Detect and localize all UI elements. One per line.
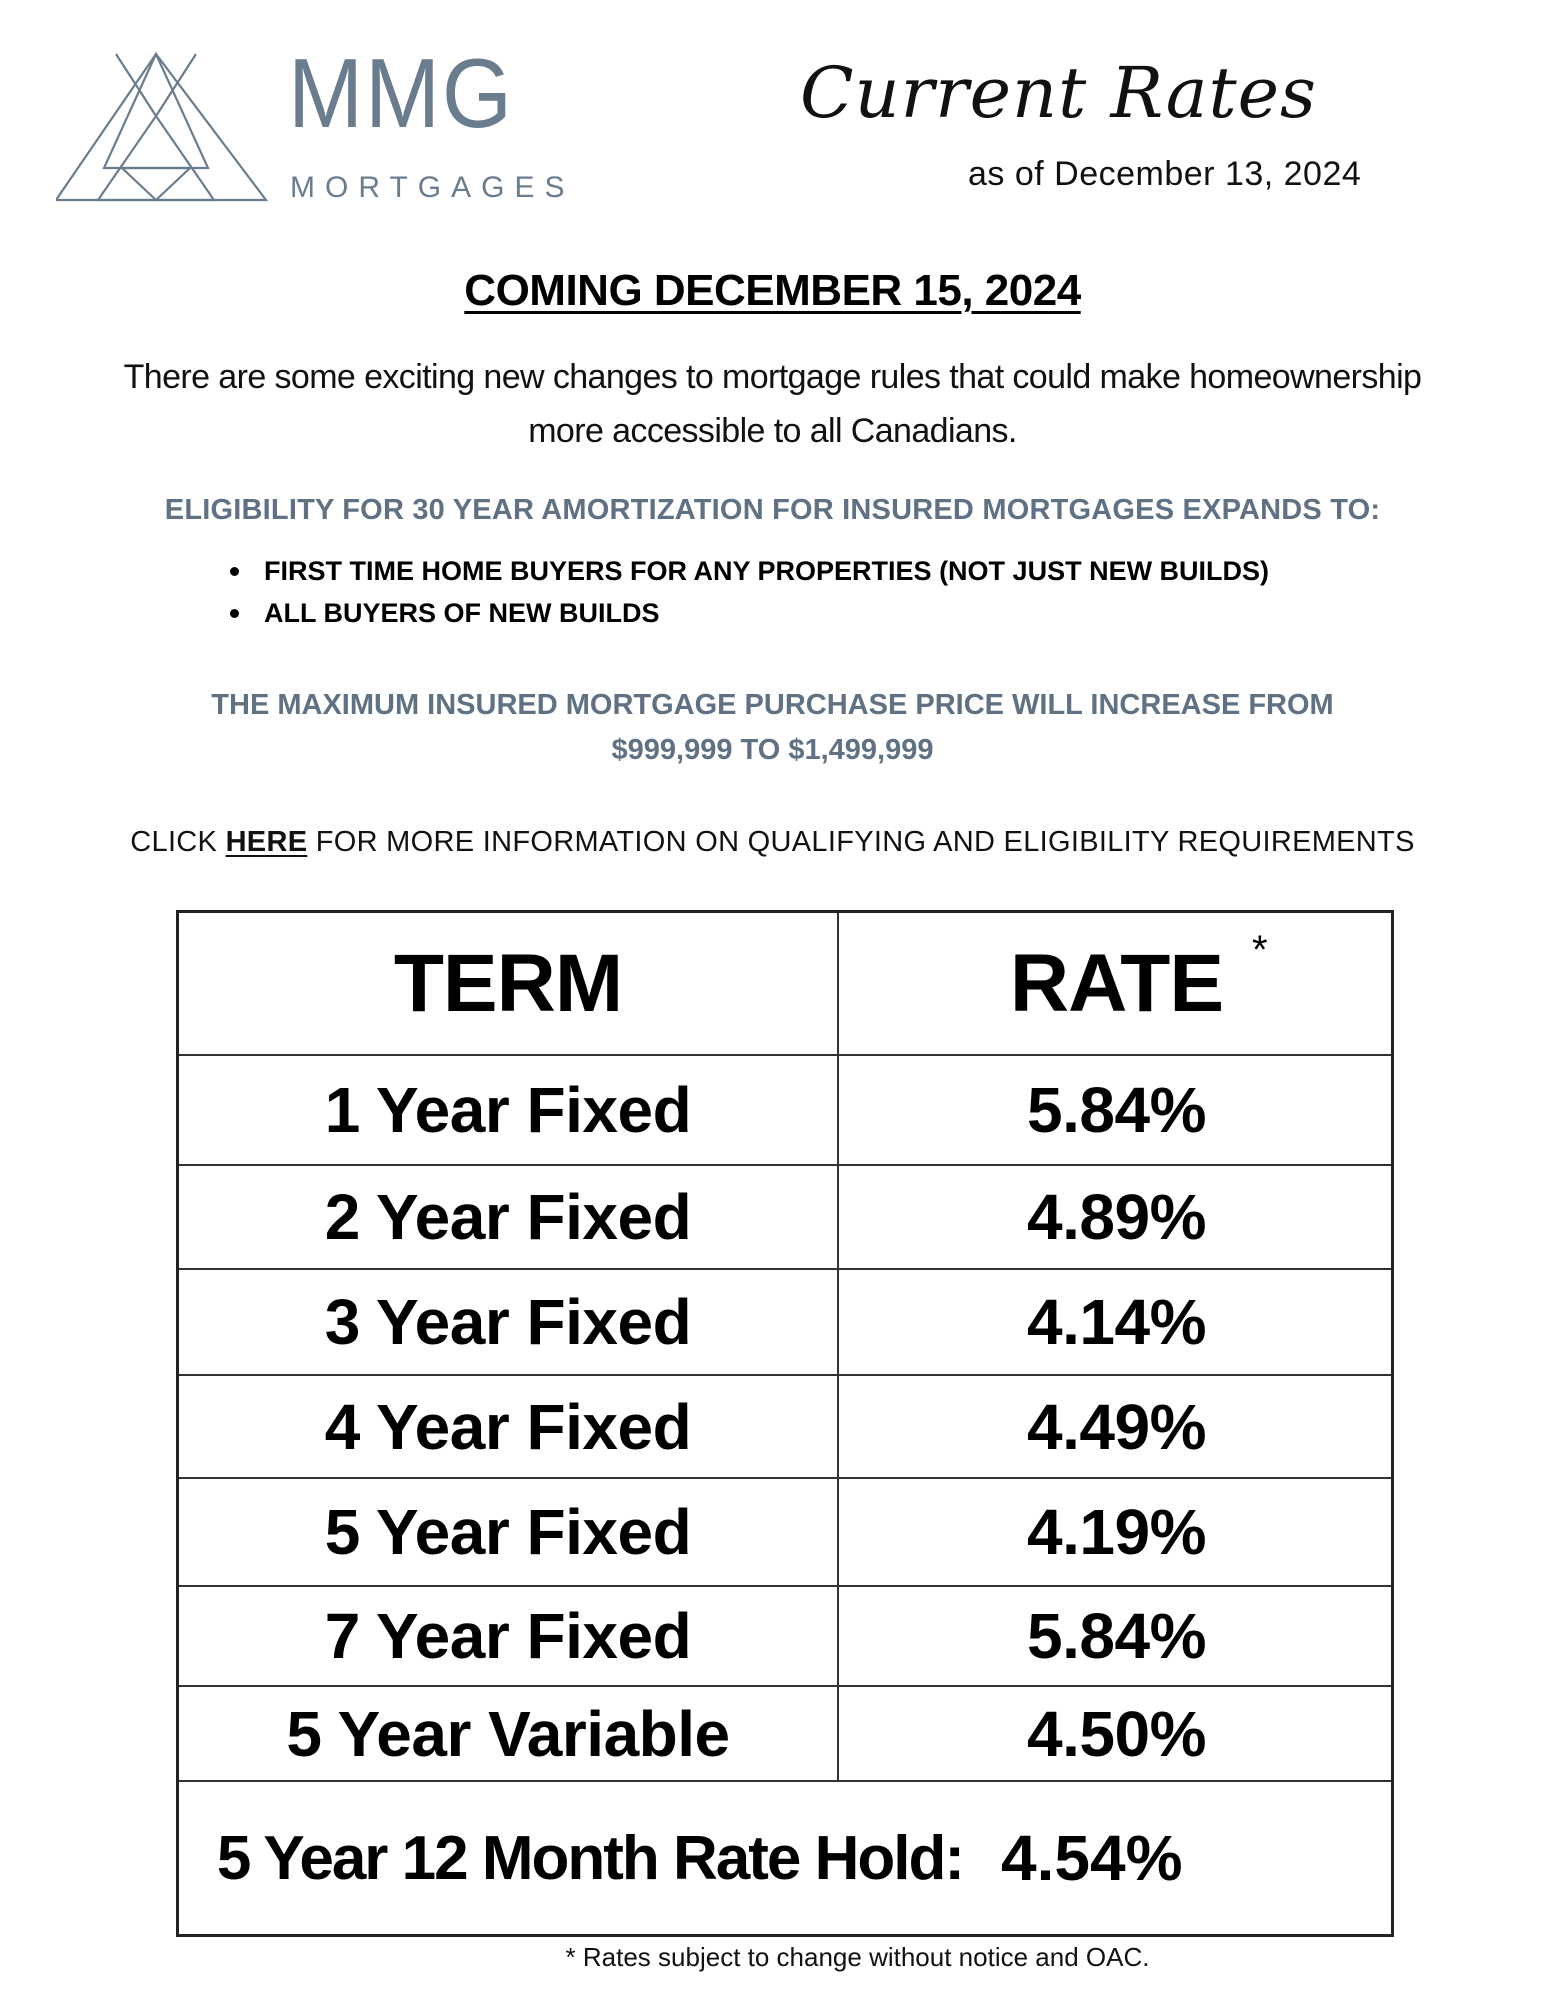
more-info-line	[0, 826, 1545, 859]
rate-asterisk: *	[1252, 928, 1268, 972]
here-link[interactable]: HERE	[225, 826, 308, 858]
rate-cell: 5.84%	[1027, 1074, 1206, 1146]
rate-cell: 4.89%	[1027, 1181, 1206, 1253]
max-price-line2: $999,999 TO $1,499,999	[611, 734, 934, 766]
eligibility-heading: ELIGIBILITY FOR 30 YEAR AMORTIZATION FOR INSURED MORTGAGES EXPANDS TO:	[164, 494, 1381, 526]
term-cell: 3 Year Fixed	[179, 1270, 839, 1374]
max-price-line1: THE MAXIMUM INSURED MORTGAGE PURCHASE PRICE WILL INCREASE FROM	[211, 689, 1334, 721]
table-row	[179, 1056, 1391, 1166]
coming-heading: COMING DECEMBER 15, 2024	[464, 266, 1081, 315]
mmg-logo	[56, 38, 576, 210]
brand-subtitle: MORTGAGES	[290, 171, 575, 204]
rate-header: RATE	[1009, 937, 1224, 1029]
term-header: TERM	[179, 913, 839, 1054]
term-cell: 4 Year Fixed	[179, 1376, 839, 1477]
term-cell: 7 Year Fixed	[179, 1587, 839, 1685]
list-item: FIRST TIME HOME BUYERS FOR ANY PROPERTIES (NOT JUST NEW BUILDS)	[228, 550, 1269, 592]
rate-hold-rate: 4.54%	[1001, 1822, 1183, 1894]
rate-cell: 4.49%	[1027, 1390, 1206, 1463]
list-item: ALL BUYERS OF NEW BUILDS	[228, 592, 1269, 634]
rate-hold-row	[179, 1782, 1391, 1934]
rate-hold-term: 5 Year 12 Month Rate Hold:	[216, 1823, 963, 1893]
brand-name: MMG	[288, 38, 514, 148]
rate-cell: 5.84%	[1027, 1600, 1206, 1672]
rate-cell: 4.50%	[1027, 1697, 1206, 1770]
as-of-date: as of December 13, 2024	[968, 155, 1362, 193]
table-row	[179, 1587, 1391, 1687]
table-row	[179, 1376, 1391, 1479]
term-cell: 1 Year Fixed	[179, 1056, 839, 1164]
table-row	[179, 1166, 1391, 1270]
intro-paragraph: There are some exciting new changes to mortgage rules that could make homeownership more accessible to all Canadians.	[123, 358, 1422, 450]
table-header-row	[179, 913, 1391, 1056]
term-cell: 2 Year Fixed	[179, 1166, 839, 1268]
table-row	[179, 1687, 1391, 1782]
eligibility-list	[228, 550, 1269, 634]
term-cell: 5 Year Fixed	[179, 1479, 839, 1585]
click-suffix: FOR MORE INFORMATION ON QUALIFYING AND ELIGIBILITY REQUIREMENTS	[307, 826, 1415, 858]
rate-cell: 4.14%	[1027, 1286, 1206, 1358]
table-row	[179, 1479, 1391, 1587]
rates-table	[176, 910, 1394, 1937]
click-prefix: CLICK	[130, 826, 226, 858]
footnote: * Rates subject to change without notice and OAC.	[565, 1942, 1150, 1972]
page-title: Current Rates	[800, 52, 1317, 134]
term-cell: 5 Year Variable	[179, 1687, 839, 1780]
triangle-logo-icon	[56, 50, 286, 210]
rate-cell: 4.19%	[1027, 1496, 1206, 1568]
table-row	[179, 1270, 1391, 1376]
max-price-notice	[150, 683, 1395, 773]
